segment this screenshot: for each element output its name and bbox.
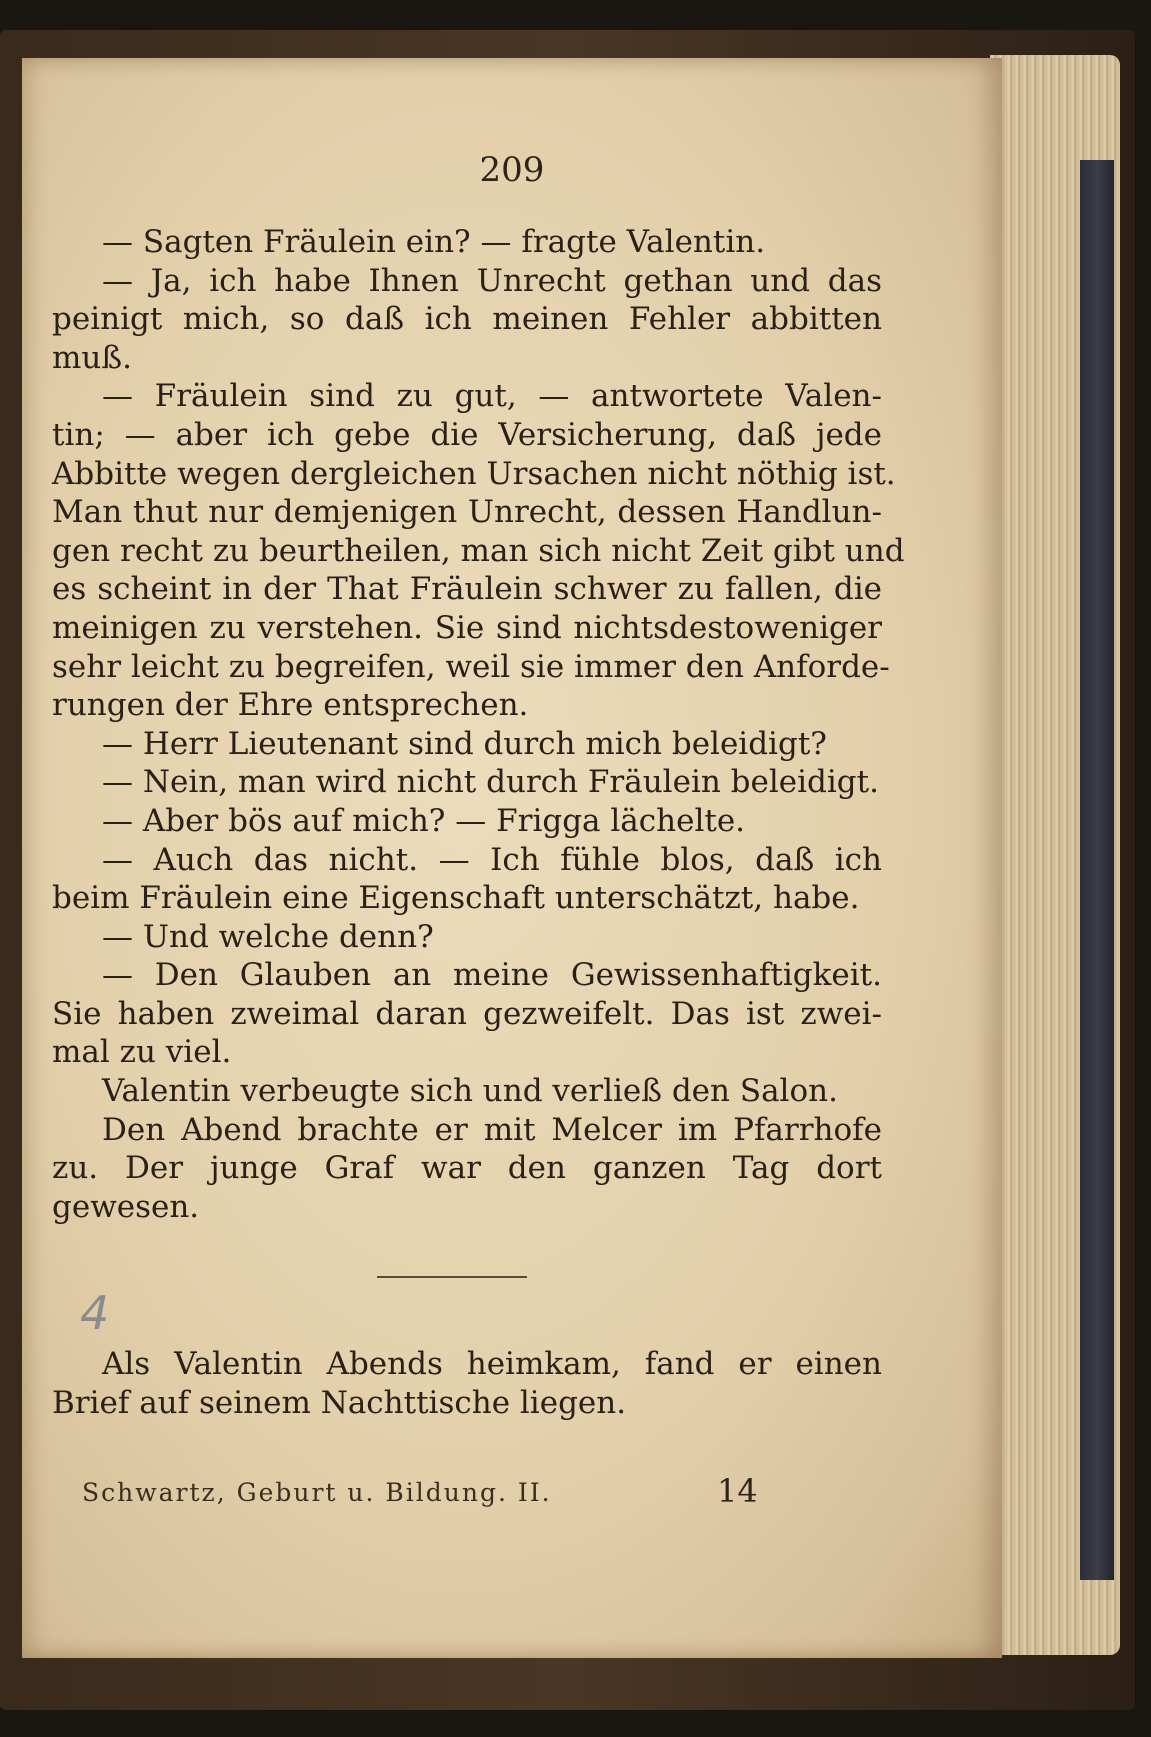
book-page	[22, 58, 1002, 1658]
text-line: sehr leicht zu begreifen, weil sie immer den Anforde-	[52, 648, 890, 685]
text-line: Valentin verbeugte sich und verließ den Salon.	[102, 1073, 838, 1110]
second-text-block	[52, 1345, 882, 1422]
text-line: Den Abend brachte er mit Melcer im Pfarrhofe	[102, 1111, 882, 1148]
text-line: tin; — aber ich gebe die Versicherung, daß jede	[52, 416, 882, 453]
text-line: Sie haben zweimal daran gezweifelt. Das ist zwei-	[52, 995, 882, 1032]
text-line: — Ja, ich habe Ihnen Unrecht gethan und das	[102, 262, 882, 299]
text-line: beim Fräulein eine Eigenschaft unterschätzt, habe.	[52, 880, 860, 917]
page-number: 209	[479, 150, 545, 190]
text-line: meinigen zu verstehen. Sie sind nichtsdestoweniger	[52, 609, 882, 646]
cover-spine	[1080, 160, 1114, 1580]
text-line: — Sagten Fräulein ein? — fragte Valentin.	[102, 224, 766, 260]
text-line: es scheint in der That Fräulein schwer zu fallen, die	[52, 571, 882, 608]
text-line: mal zu viel.	[52, 1034, 232, 1071]
text-line: — Und welche denn?	[102, 918, 434, 955]
text-line: muß.	[52, 339, 132, 376]
text-line: gen recht zu beurtheilen, man sich nicht Zeit gibt und	[52, 532, 905, 569]
text-line: Man thut nur demjenigen Unrecht, dessen Handlun-	[52, 494, 882, 531]
text-line: — Nein, man wird nicht durch Fräulein beleidigt.	[102, 764, 879, 801]
sheet-number: 14	[717, 1472, 758, 1510]
text-line: Brief auf seinem Nachttische liegen.	[52, 1384, 627, 1421]
text-line: rungen der Ehre entsprechen.	[52, 687, 529, 724]
text-line: — Auch das nicht. — Ich fühle blos, daß ich	[102, 841, 882, 878]
text-line: Als Valentin Abends heimkam, fand er einen	[102, 1346, 882, 1382]
main-text-block	[52, 223, 905, 1226]
text-line: peinigt mich, so daß ich meinen Fehler abbitten	[52, 301, 882, 338]
printer-signature: Schwartz, Geburt u. Bildung. II.	[82, 1478, 552, 1507]
section-separator	[377, 1276, 527, 1278]
text-line: gewesen.	[52, 1188, 200, 1225]
text-line: — Den Glauben an meine Gewissenhaftigkeit.	[102, 957, 882, 994]
text-line: — Aber bös auf mich? — Frigga lächelte.	[102, 802, 746, 839]
pencil-annotation: 4	[80, 1286, 110, 1340]
text-line: zu. Der junge Graf war den ganzen Tag dort	[52, 1150, 882, 1187]
text-line: — Fräulein sind zu gut, — antwortete Valen-	[102, 378, 882, 415]
text-line: Abbitte wegen dergleichen Ursachen nicht nöthig ist.	[52, 455, 896, 492]
text-line: — Herr Lieutenant sind durch mich beleidigt?	[102, 725, 827, 762]
